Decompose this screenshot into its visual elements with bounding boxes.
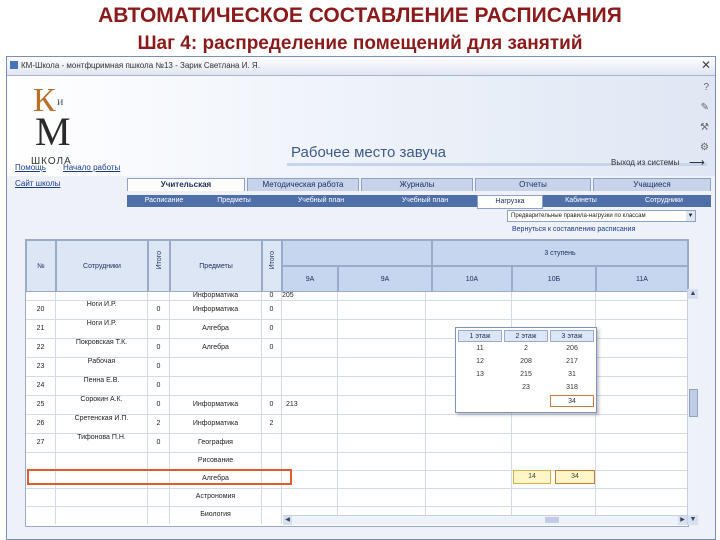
- cell-staff: [56, 395, 148, 414]
- cell-total: [148, 506, 170, 524]
- cell-room[interactable]: [338, 488, 426, 506]
- window-title: КМ-Школа - монтфцримная пшкола №13 - Зарик Светлана И. Я.: [21, 61, 260, 70]
- cell-subtotal: [262, 433, 282, 452]
- start-link[interactable]: Начало работы: [63, 163, 121, 172]
- cell-subtotal: [262, 506, 282, 524]
- col-header-floor: 3 ступень: [432, 240, 688, 266]
- cell-room[interactable]: [338, 452, 426, 470]
- cell-total: 0: [148, 433, 170, 452]
- cell-subject: [170, 376, 262, 395]
- cell-room[interactable]: [338, 395, 426, 414]
- logo-letter-k: К: [33, 82, 56, 119]
- cell-subtotal: [262, 452, 282, 470]
- scroll-right-icon[interactable]: ▶: [678, 516, 687, 525]
- cell-room[interactable]: [512, 433, 596, 452]
- cell-subject: Информатика: [170, 395, 262, 414]
- cell-room[interactable]: [282, 452, 338, 470]
- subtab-subjects[interactable]: Предметы: [217, 197, 251, 204]
- cell-room[interactable]: [338, 470, 426, 488]
- room-cell-selected[interactable]: 34: [555, 470, 595, 484]
- table-row: [26, 414, 688, 434]
- cell-staff: [56, 300, 148, 319]
- cell-room[interactable]: [596, 319, 688, 338]
- edit-icon[interactable]: ✎: [700, 102, 709, 113]
- cell-total: 0: [148, 395, 170, 414]
- cell-room[interactable]: [338, 319, 426, 338]
- cell-room[interactable]: [338, 300, 426, 319]
- vertical-scrollbar[interactable]: [687, 289, 698, 525]
- cell-subject: Информатика: [170, 414, 262, 433]
- popup-header-floor3: 3 этаж: [550, 330, 594, 342]
- cell-staff: [56, 357, 148, 376]
- back-to-schedule-link[interactable]: Вернуться к составлению расписания: [512, 226, 636, 233]
- cell-total: 0: [148, 357, 170, 376]
- popup-header-floor2: 2 этаж: [504, 330, 548, 342]
- cell-num: [26, 452, 56, 470]
- cell-subject: [170, 357, 262, 376]
- cell-staff: [56, 338, 148, 357]
- cell-subject: Информатика: [170, 292, 262, 300]
- col-header-total: [148, 240, 170, 292]
- cell-room[interactable]: [512, 414, 596, 433]
- cell-total: [148, 488, 170, 506]
- scroll-down-icon[interactable]: ▼: [689, 516, 697, 523]
- staff-name: Сретенская И.П.: [74, 415, 129, 422]
- cell-subtotal: [262, 357, 282, 376]
- cell-room[interactable]: [596, 488, 688, 506]
- cell-room[interactable]: [596, 338, 688, 357]
- cell-room[interactable]: [282, 338, 338, 357]
- help-link[interactable]: Помощь: [15, 163, 46, 172]
- cell-num: 26: [26, 414, 56, 433]
- cell-subtotal: 2: [262, 414, 282, 433]
- subtab-rooms[interactable]: Кабинеты: [565, 197, 597, 204]
- room-option[interactable]: 215: [520, 371, 532, 378]
- cell-subject: Информатика: [170, 300, 262, 319]
- cell-staff: [56, 414, 148, 433]
- col-header-class: 9А: [338, 266, 432, 292]
- subtab-plan-1[interactable]: Учебный план: [297, 197, 345, 204]
- col-header-class: 9А: [282, 266, 338, 292]
- scroll-up-icon[interactable]: ▲: [689, 290, 697, 297]
- col-header-num: №: [26, 240, 56, 292]
- scroll-thumb[interactable]: [689, 389, 698, 417]
- cell-room[interactable]: [596, 470, 688, 488]
- cell-room[interactable]: [596, 433, 688, 452]
- cell-staff: [56, 292, 148, 300]
- cell-room[interactable]: [282, 376, 338, 395]
- logo-letter-i: и: [57, 94, 64, 108]
- cell-room[interactable]: [596, 452, 688, 470]
- logo: [31, 82, 79, 172]
- cell-room[interactable]: [596, 395, 688, 414]
- selected-row-highlight: [27, 469, 292, 485]
- cell-room[interactable]: [338, 376, 426, 395]
- cell-subtotal: 0: [262, 319, 282, 338]
- cell-total: 0: [148, 300, 170, 319]
- room-cell-selected[interactable]: 14: [513, 470, 551, 484]
- cell-num: 24: [26, 376, 56, 395]
- cell-room[interactable]: [512, 300, 596, 319]
- app-icon: [10, 61, 18, 69]
- room-option[interactable]: 23: [522, 384, 530, 391]
- cell-subject: География: [170, 433, 262, 452]
- col-header-class: 10А: [432, 266, 512, 292]
- cell-room[interactable]: [512, 292, 596, 300]
- room-option[interactable]: 2: [524, 345, 528, 352]
- help-icon[interactable]: ?: [703, 82, 709, 93]
- cell-room[interactable]: [282, 433, 338, 452]
- col-header-subtotal: [262, 240, 282, 292]
- sub-tabs: [127, 195, 711, 207]
- cell-room[interactable]: [512, 488, 596, 506]
- cell-subtotal: [262, 488, 282, 506]
- cell-room[interactable]: [338, 338, 426, 357]
- window-titlebar: [7, 57, 715, 76]
- subtab-load[interactable]: Нагрузка: [477, 195, 543, 209]
- popup-header-floor1: 1 этаж: [458, 330, 502, 342]
- staff-name: Ноги И.Р.: [86, 320, 117, 327]
- cell-room[interactable]: [426, 414, 512, 433]
- cell-room[interactable]: [596, 414, 688, 433]
- cell-subtotal: 0: [262, 300, 282, 319]
- col-header-total-text: Итого: [155, 251, 163, 270]
- cell-num: 22: [26, 338, 56, 357]
- tab-methodical[interactable]: Методическая работа: [247, 178, 359, 191]
- col-header-staff: Сотрудники: [56, 240, 148, 292]
- cell-room[interactable]: [282, 300, 338, 319]
- cell-total: [148, 452, 170, 470]
- cell-subject: Алгебра: [170, 338, 262, 357]
- cell-room[interactable]: [596, 376, 688, 395]
- room-option-selected[interactable]: 34: [550, 395, 594, 407]
- cell-total: 0: [148, 338, 170, 357]
- cell-num: 27: [26, 433, 56, 452]
- cell-subtotal: 0: [262, 292, 282, 300]
- settings-icon[interactable]: ⚙: [700, 142, 709, 153]
- room-picker-popup: [455, 327, 597, 413]
- table-row: [26, 300, 688, 320]
- cell-subtotal: 0: [262, 395, 282, 414]
- col-header-subjects: Предметы: [170, 240, 262, 292]
- cell-num: 21: [26, 319, 56, 338]
- tab-reports[interactable]: Отчеты: [475, 178, 591, 191]
- col-header-subtotal-text: Итого: [268, 251, 276, 270]
- cell-subtotal: 0: [262, 338, 282, 357]
- cell-total: 2: [148, 414, 170, 433]
- cell-room[interactable]: [282, 357, 338, 376]
- tab-students[interactable]: Учащиеся: [593, 178, 711, 191]
- cell-total: [148, 292, 170, 300]
- room-option[interactable]: 13: [476, 371, 484, 378]
- close-icon[interactable]: ✕: [700, 58, 711, 72]
- cell-room[interactable]: [512, 452, 596, 470]
- logo-school: ШКОЛА: [31, 156, 72, 167]
- cell-room[interactable]: [426, 488, 512, 506]
- staff-name: Тифонова П.Н.: [77, 434, 126, 441]
- exit-link[interactable]: Выход из системы: [611, 158, 680, 167]
- col-header-class: 10Б: [512, 266, 596, 292]
- subtab-staff[interactable]: Сотрудники: [645, 197, 683, 204]
- rules-select-value: Предварительные правила-нагрузки по классам: [511, 213, 646, 219]
- cell-room[interactable]: [338, 292, 426, 300]
- cell-subject: Астрономия: [170, 488, 262, 506]
- room-option[interactable]: 206: [566, 345, 578, 352]
- staff-name: Сорокин А.К.: [80, 396, 123, 403]
- cell-num: [26, 488, 56, 506]
- cell-total: 0: [148, 319, 170, 338]
- app-window: [6, 56, 716, 540]
- room-option[interactable]: 318: [566, 384, 578, 391]
- app-header: [7, 76, 715, 176]
- cell-staff: [56, 452, 148, 470]
- scroll-left-icon[interactable]: ◀: [283, 516, 292, 525]
- cell-staff: [56, 376, 148, 395]
- slide-subtitle: Шаг 4: распределение помещений для занятий: [137, 33, 583, 54]
- cell-room[interactable]: [338, 357, 426, 376]
- slide-title: АВТОМАТИЧЕСКОЕ СОСТАВЛЕНИЕ РАСПИСАНИЯ: [98, 4, 622, 27]
- staff-name: Пенна Е.В.: [83, 377, 120, 384]
- cell-staff: [56, 433, 148, 452]
- logo-letter-m: М: [35, 109, 71, 154]
- cell-room[interactable]: [282, 414, 338, 433]
- cell-subtotal: [262, 376, 282, 395]
- tab-teachers-room[interactable]: Учительская: [127, 178, 245, 191]
- cell-room[interactable]: [426, 292, 512, 300]
- cell-subject: Биология: [170, 506, 262, 524]
- cell-room[interactable]: [596, 357, 688, 376]
- school-site-link[interactable]: Сайт школы: [15, 179, 61, 188]
- cell-room[interactable]: 213: [282, 395, 338, 414]
- staff-name: Ноги И.Р.: [86, 301, 117, 308]
- cell-room[interactable]: [338, 414, 426, 433]
- cell-room[interactable]: [426, 452, 512, 470]
- workspace-title: Рабочее место завуча: [291, 144, 447, 161]
- rules-select[interactable]: [507, 210, 696, 222]
- cell-subject: Рисование: [170, 452, 262, 470]
- cell-room[interactable]: [282, 488, 338, 506]
- table-row: [26, 488, 688, 507]
- col-header-spacer: [282, 240, 432, 266]
- cell-subject: Алгебра: [170, 470, 262, 488]
- cell-num: [26, 506, 56, 524]
- table-row: [26, 433, 688, 453]
- cell-num: [26, 292, 56, 300]
- cell-room[interactable]: [338, 433, 426, 452]
- room-option[interactable]: 208: [520, 358, 532, 365]
- room-option[interactable]: 12: [476, 358, 484, 365]
- cell-subject: Алгебра: [170, 319, 262, 338]
- cell-room[interactable]: [282, 319, 338, 338]
- scroll-thumb[interactable]: [545, 517, 559, 523]
- cell-staff: [56, 506, 148, 524]
- cell-staff: [56, 319, 148, 338]
- cell-num: 23: [26, 357, 56, 376]
- room-option[interactable]: 217: [566, 358, 578, 365]
- horizontal-scrollbar[interactable]: [283, 515, 687, 525]
- subtab-schedule[interactable]: Расписание: [144, 197, 184, 204]
- cell-room[interactable]: [426, 433, 512, 452]
- subtab-plan-2[interactable]: Учебный план: [401, 197, 449, 204]
- cell-num: 20: [26, 300, 56, 319]
- chevron-down-icon[interactable]: ▼: [687, 213, 694, 219]
- cell-num: 25: [26, 395, 56, 414]
- staff-name: Покровская Т.К.: [75, 339, 128, 346]
- tab-journals[interactable]: Журналы: [361, 178, 473, 191]
- cell-room[interactable]: [426, 470, 512, 488]
- cell-room[interactable]: [596, 300, 688, 319]
- room-option[interactable]: 11: [476, 345, 484, 352]
- cell-total: 0: [148, 376, 170, 395]
- cell-room[interactable]: [596, 292, 688, 300]
- col-header-class: 11А: [596, 266, 688, 292]
- cell-room[interactable]: [426, 300, 512, 319]
- exit-arrow-icon[interactable]: ⟶: [689, 157, 705, 169]
- cell-room[interactable]: 205: [282, 292, 338, 300]
- tool-icon[interactable]: ⚒: [700, 122, 709, 133]
- staff-name: Рабочая: [87, 358, 116, 365]
- room-option[interactable]: 31: [568, 371, 576, 378]
- main-tabs: [127, 178, 711, 191]
- cell-staff: [56, 488, 148, 506]
